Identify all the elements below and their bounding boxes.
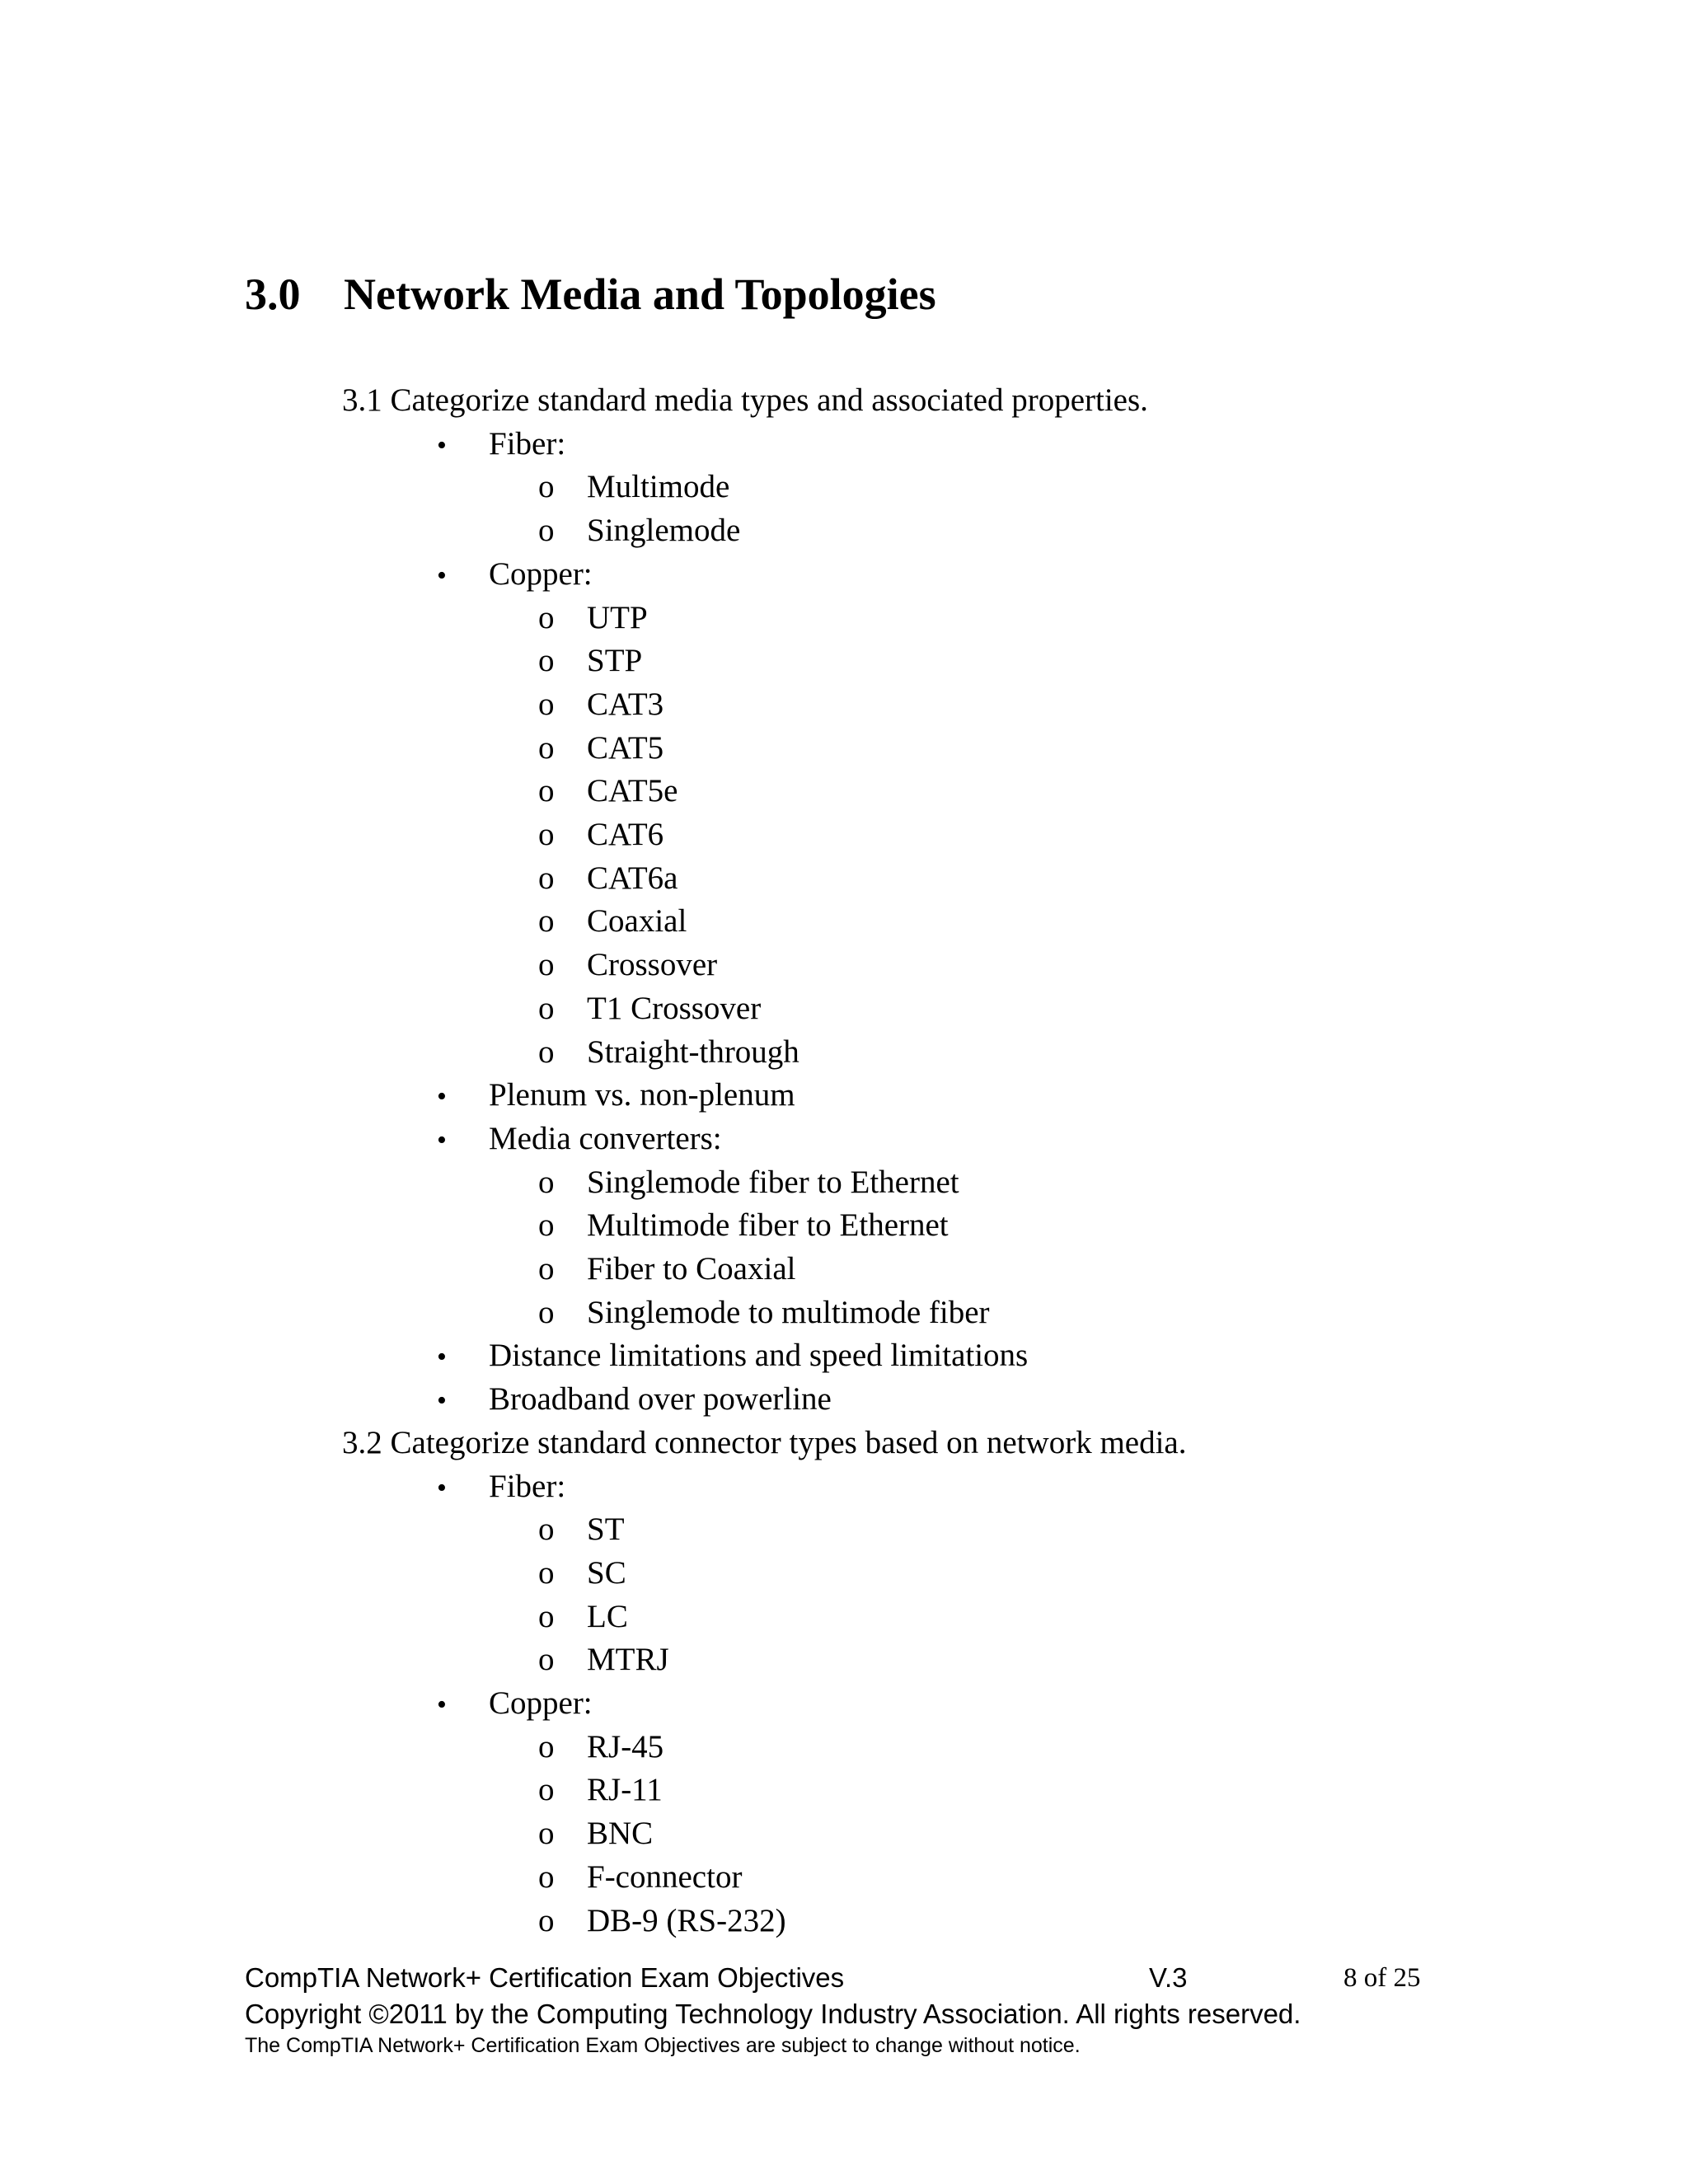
sub-bullet-marker: o — [538, 1816, 555, 1851]
sub-list-item — [538, 683, 663, 726]
sub-bullet-marker: o — [538, 1165, 555, 1200]
sub-list-item — [538, 640, 642, 682]
sub-list-item-text: CAT5e — [587, 773, 678, 808]
sub-list-item — [538, 1769, 663, 1811]
sub-bullet-marker: o — [538, 1511, 555, 1547]
sub-bullet-marker: o — [538, 991, 555, 1026]
sub-list-item-text: RJ-45 — [587, 1729, 664, 1765]
footer-version: V.3 — [1149, 1962, 1188, 1993]
list-item — [437, 1074, 795, 1117]
list-item-text: Broadband over powerline — [489, 1381, 832, 1417]
section-number: 3.0 — [245, 269, 301, 319]
sub-list-item — [538, 1726, 663, 1769]
sub-bullet-marker: o — [538, 600, 555, 635]
sub-bullet-marker: o — [538, 730, 555, 766]
objective-heading — [342, 1422, 1187, 1465]
list-item-text: Fiber: — [489, 1469, 566, 1504]
list-item-text: Distance limitations and speed limitations — [489, 1338, 1029, 1373]
sub-list-item — [538, 1248, 795, 1291]
bullet-marker: • — [437, 1125, 447, 1155]
sub-bullet-marker: o — [538, 469, 555, 504]
bullet-marker: • — [437, 430, 447, 461]
sub-bullet-marker: o — [538, 773, 555, 808]
bullet-marker: • — [437, 560, 447, 591]
sub-bullet-marker: o — [538, 1599, 555, 1634]
sub-list-item — [538, 1508, 625, 1551]
bullet-marker: • — [437, 1081, 447, 1112]
bullet-marker: • — [437, 1385, 447, 1416]
sub-bullet-marker: o — [538, 1772, 555, 1807]
list-item-text: Copper: — [489, 556, 593, 592]
sub-list-item-text: DB-9 (RS-232) — [587, 1903, 786, 1938]
sub-list-item-text: ST — [587, 1511, 625, 1547]
sub-list-item-text: STP — [587, 643, 643, 678]
list-item — [437, 1465, 565, 1508]
sub-list-item — [538, 466, 729, 509]
section-heading — [245, 265, 936, 323]
sub-list-item — [538, 770, 678, 813]
list-item-text: Plenum vs. non-plenum — [489, 1077, 795, 1113]
footer-notice: The CompTIA Network+ Certification Exam Objectives are subject to change without notice. — [245, 2034, 1081, 2057]
sub-list-item — [538, 1638, 669, 1681]
sub-list-item — [538, 1856, 742, 1899]
footer-page-number: 8 of 25 — [1343, 1963, 1421, 1993]
objective-heading-text: 3.2 Categorize standard connector types based on network media. — [342, 1425, 1187, 1460]
bullet-marker: • — [437, 1342, 447, 1372]
sub-bullet-marker: o — [538, 1729, 555, 1765]
sub-bullet-marker: o — [538, 903, 555, 939]
page-footer — [245, 1960, 1432, 2059]
sub-list-item — [538, 1031, 799, 1074]
list-item — [437, 1118, 722, 1160]
sub-list-item-text: CAT3 — [587, 687, 664, 722]
sub-bullet-marker: o — [538, 817, 555, 852]
sub-list-item — [538, 1161, 959, 1204]
sub-bullet-marker: o — [538, 860, 555, 896]
sub-bullet-marker: o — [538, 1903, 555, 1938]
sub-bullet-marker: o — [538, 947, 555, 982]
sub-bullet-marker: o — [538, 1251, 555, 1286]
sub-bullet-marker: o — [538, 643, 555, 678]
sub-list-item-text: UTP — [587, 600, 648, 635]
bullet-marker: • — [437, 1690, 447, 1720]
sub-bullet-marker: o — [538, 1859, 555, 1895]
sub-list-item — [538, 509, 740, 552]
sub-list-item — [538, 727, 663, 770]
sub-list-item — [538, 857, 678, 900]
sub-list-item-text: LC — [587, 1599, 628, 1634]
sub-list-item-text: RJ-11 — [587, 1772, 663, 1807]
list-item — [437, 553, 593, 596]
sub-list-item — [538, 1552, 626, 1595]
sub-list-item-text: Singlemode fiber to Ethernet — [587, 1165, 959, 1200]
sub-list-item-text: CAT5 — [587, 730, 664, 766]
sub-list-item-text: CAT6a — [587, 860, 678, 896]
sub-list-item — [538, 900, 687, 943]
list-item-text: Media converters: — [489, 1121, 722, 1156]
sub-bullet-marker: o — [538, 687, 555, 722]
sub-list-item-text: Singlemode — [587, 513, 741, 548]
sub-list-item-text: BNC — [587, 1816, 654, 1851]
list-item — [437, 1682, 593, 1725]
sub-bullet-marker: o — [538, 1295, 555, 1330]
list-item — [437, 423, 565, 466]
sub-list-item-text: Fiber to Coaxial — [587, 1251, 796, 1286]
sub-list-item-text: CAT6 — [587, 817, 664, 852]
list-item-text: Copper: — [489, 1685, 593, 1721]
sub-bullet-marker: o — [538, 1555, 555, 1591]
sub-list-item-text: Straight-through — [587, 1034, 799, 1070]
sub-list-item — [538, 944, 717, 987]
list-item — [437, 1334, 1028, 1377]
sub-bullet-marker: o — [538, 1642, 555, 1677]
sub-bullet-marker: o — [538, 1207, 555, 1243]
sub-list-item-text: Multimode fiber to Ethernet — [587, 1207, 949, 1243]
sub-list-item — [538, 597, 648, 640]
footer-copyright: Copyright ©2011 by the Computing Technology Industry Association. All rights reserved. — [245, 1999, 1301, 2029]
sub-bullet-marker: o — [538, 1034, 555, 1070]
list-item-text: Fiber: — [489, 426, 566, 462]
sub-list-item — [538, 1291, 990, 1334]
sub-list-item-text: SC — [587, 1555, 626, 1591]
sub-list-item — [538, 1204, 949, 1247]
section-title: Network Media and Topologies — [344, 269, 936, 319]
sub-list-item — [538, 813, 663, 856]
objective-heading-text: 3.1 Categorize standard media types and associated properties. — [342, 382, 1148, 418]
sub-list-item — [538, 1812, 653, 1855]
sub-list-item-text: Multimode — [587, 469, 730, 504]
sub-list-item — [538, 987, 761, 1030]
sub-list-item-text: Singlemode to multimode fiber — [587, 1295, 990, 1330]
sub-list-item-text: F-connector — [587, 1859, 743, 1895]
sub-list-item-text: T1 Crossover — [587, 991, 762, 1026]
sub-list-item — [538, 1900, 786, 1943]
sub-list-item — [538, 1596, 628, 1638]
list-item — [437, 1378, 832, 1421]
sub-list-item-text: MTRJ — [587, 1642, 669, 1677]
sub-list-item-text: Coaxial — [587, 903, 687, 939]
sub-list-item-text: Crossover — [587, 947, 718, 982]
sub-bullet-marker: o — [538, 513, 555, 548]
footer-doc-title: CompTIA Network+ Certification Exam Objectives — [245, 1962, 845, 1993]
objective-heading — [342, 379, 1148, 422]
bullet-marker: • — [437, 1473, 447, 1503]
